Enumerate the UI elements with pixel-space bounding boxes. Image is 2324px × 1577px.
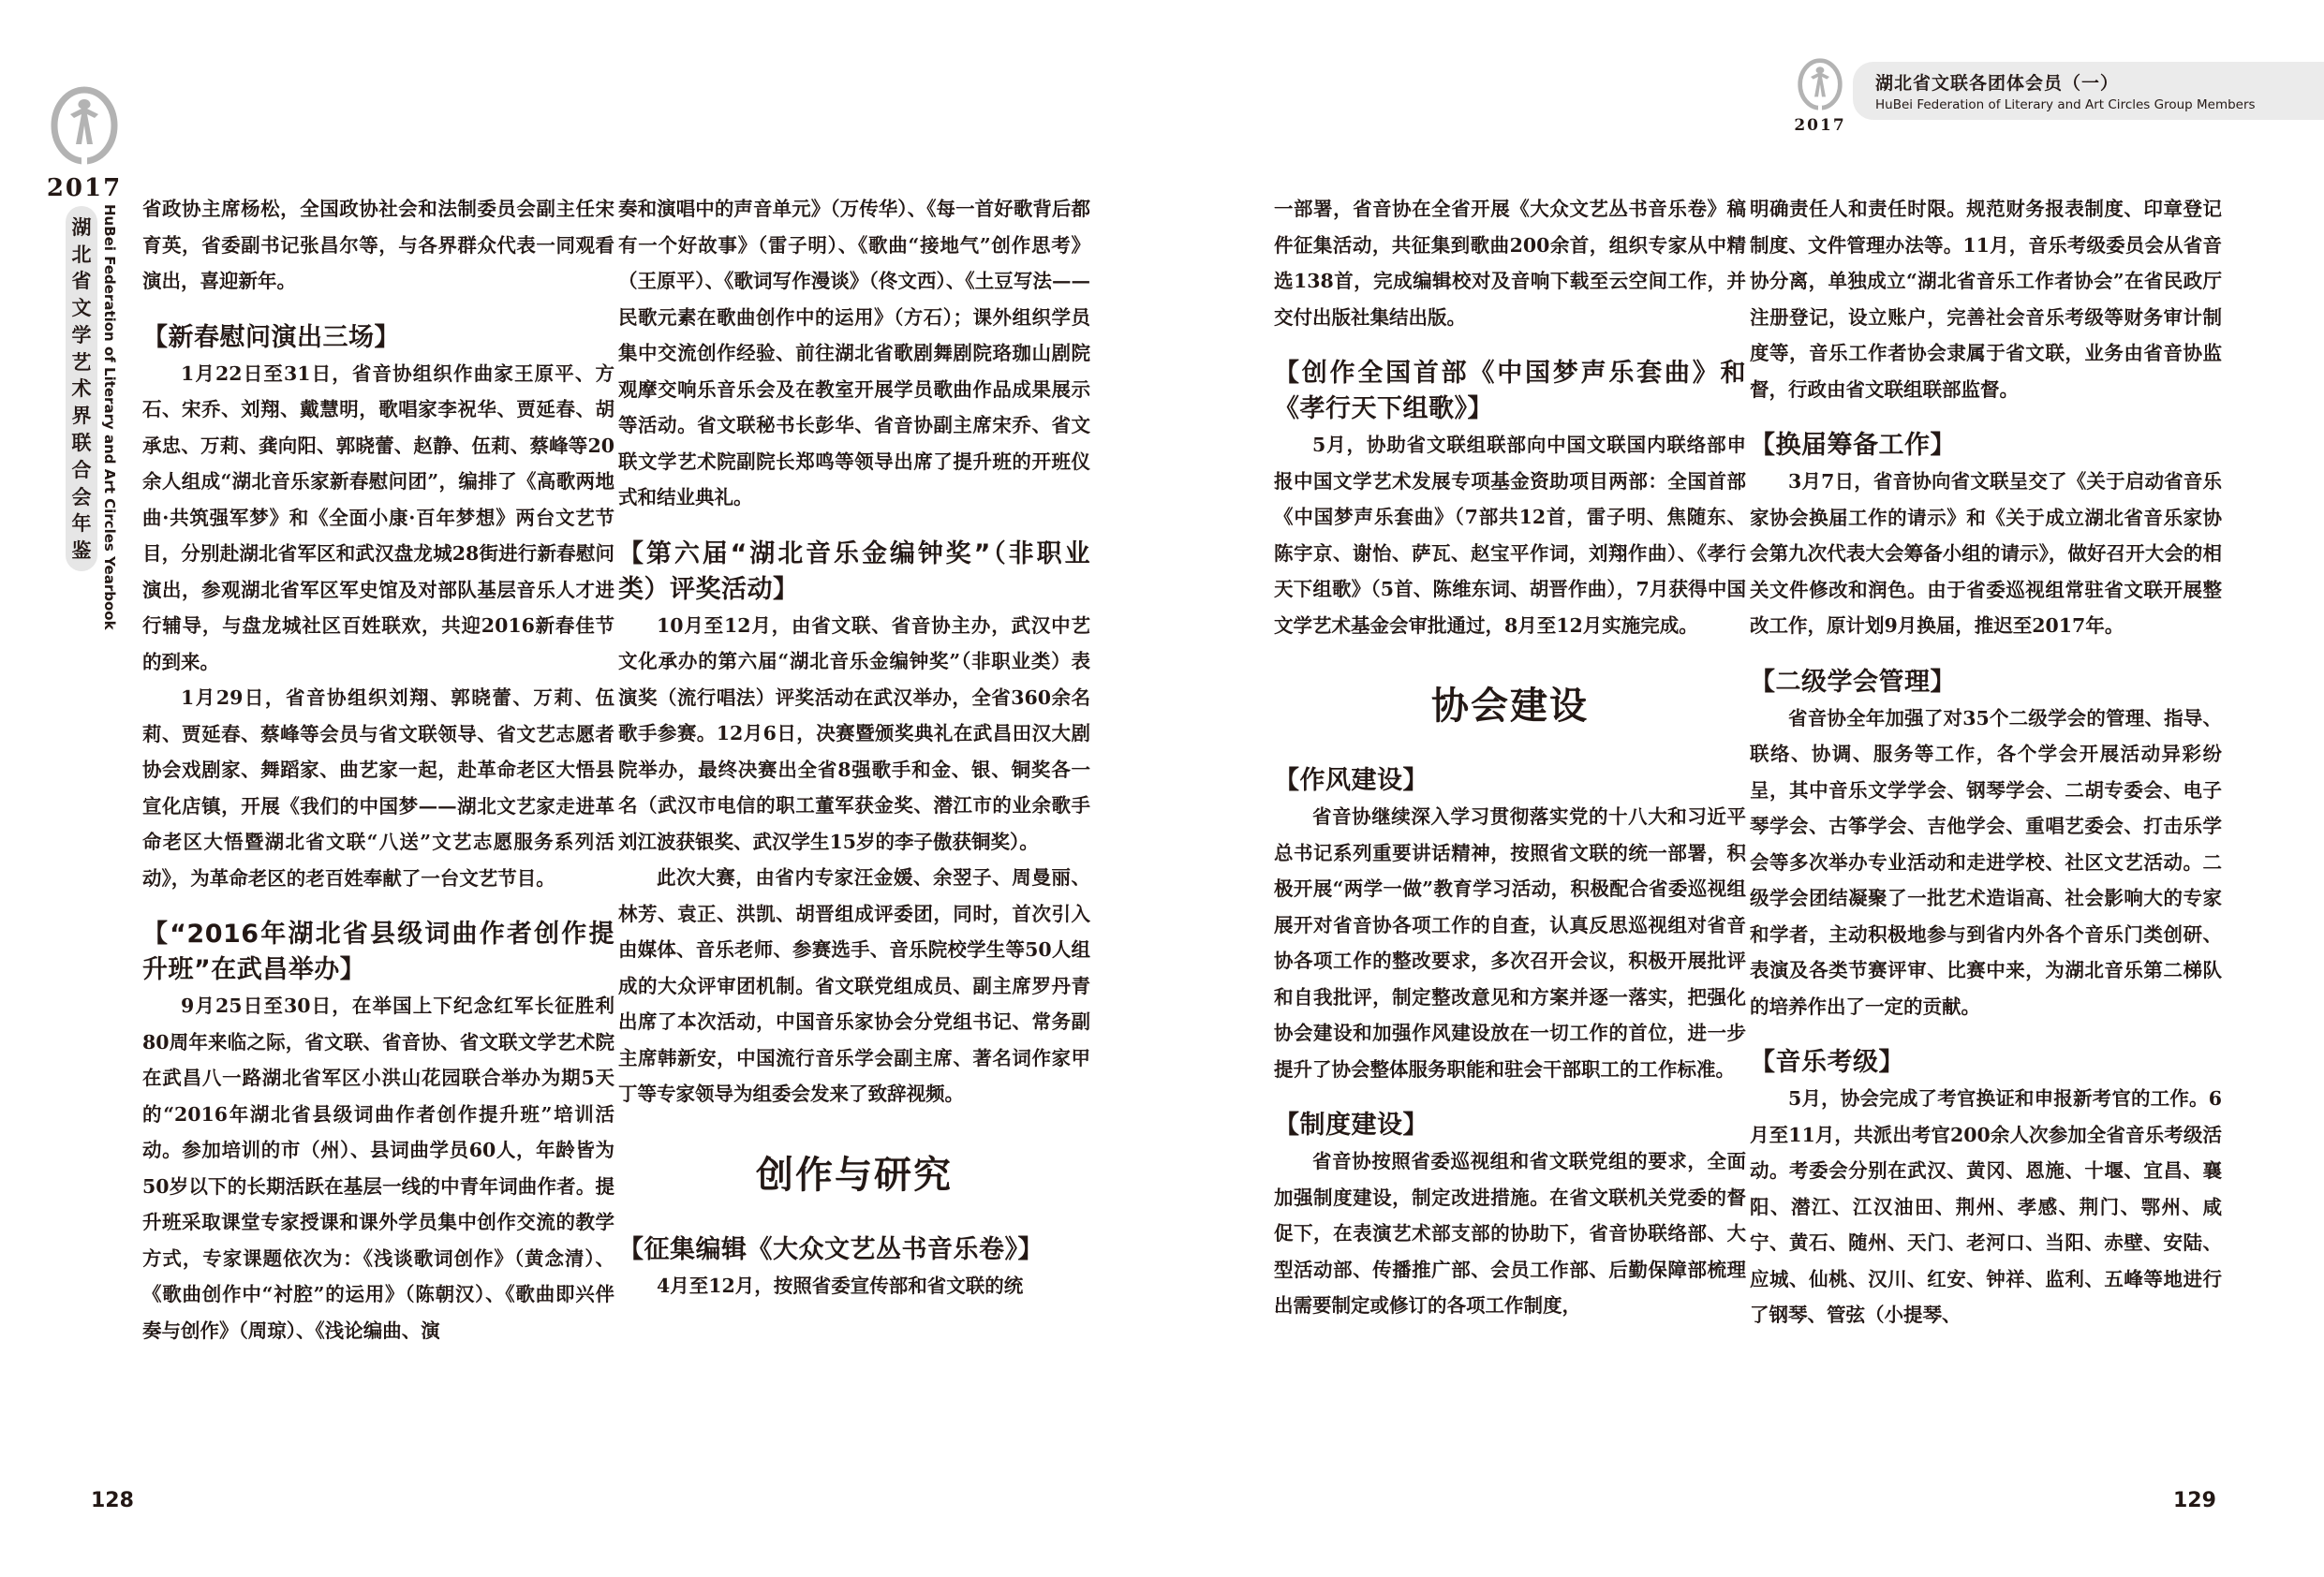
spine-char: 界 <box>71 404 92 428</box>
running-header <box>1853 62 2324 120</box>
paragraph: 明确责任人和责任时限。规范财务报表制度、印章登记制度、文件管理办法等。11月，音乐考级委员会从省音协分离，单独成立“湖北省音乐工作者协会”在省民政厅注册登记，设立账户，完善社会音乐考级等财务审计制度等，音乐工作者协会隶属于省文联，业务由省音协监督，行政由省文联组联部监督。 <box>1750 198 2222 401</box>
paragraph: 1月22日至31日，省音协组织作曲家王原平、方石、宋乔、刘翔、戴慧明，歌唱家李祝华、贾延春、胡承忠、万莉、龚向阳、郭晓蕾、赵静、伍莉、蔡峰等20余人组成“湖北音乐家新春慰问团”，编排了《高歌两地曲·共筑强军梦》和《全面小康·百年梦想》两台文艺节目，分别赴湖北省军区和武汉盘龙城28街进行新春慰问演出，参观湖北省军区军史馆及对部队基层音乐人才进行辅导，与盘龙城社区百姓联欢，共迎2016新春佳节的到来。 <box>142 361 614 673</box>
spine-char: 艺 <box>71 349 92 374</box>
paragraph: 4月至12月，按照省委宣传部和省文联的统 <box>657 1274 1024 1297</box>
paragraph: 省音协全年加强了对35个二级学会的管理、指导、联络、协调、服务等工作，各个学会开展活动异彩纷呈，其中音乐文学学会、钢琴学会、二胡专委会、电子琴学会、古筝学会、吉他学会、重唱艺委会、打击乐学会等多次举办专业活动和走进学校、社区文艺活动。二级学会团结凝聚了一批艺术造诣高、社会影响大的专家和学者，主动积极地参与到省内外各个音乐门类创研、表演及各类节赛评审、比赛中来，为湖北音乐第二梯队的培养作出了一定的贡献。 <box>1750 706 2222 1018</box>
paragraph: 省音协继续深入学习贯彻落实党的十八大和习近平总书记系列重要讲话精神，按照省文联的统一部署，积极开展“两学一做”教育学习活动，积极配合省委巡视组展开对省音协各项工作的自查，认真反思巡视组对省音协各项工作的整改要求，多次召开会议，积极开展批评和自我批评，制定整改意见和方案并逐一落实，把强化协会建设和加强作风建设放在一切工作的首位，进一步提升了协会整体服务职能和驻会干部职工的工作标准。 <box>1274 805 1746 1081</box>
paragraph: 此次大赛，由省内专家汪金媛、余翌子、周曼丽、林芳、袁正、洪凯、胡晋组成评委团，同时，首次引入由媒体、音乐老师、参赛选手、音乐院校学生等50人组成的大众评审团机制。省文联党组成员、副主席罗丹青出席了本次活动，中国音乐家协会分党组书记、常务副主席韩新安，中国流行音乐学会副主席、著名词作家甲丁等专家领导为组委会发来了致辞视频。 <box>618 866 1090 1105</box>
running-header-english: HuBei Federation of Literary and Art Circles Group Members <box>1875 97 2256 112</box>
section-title: 创作与研究 <box>756 1153 953 1197</box>
paragraph: 1月29日，省音协组织刘翔、郭晓蕾、万莉、伍莉、贾延春、蔡峰等会员与省文联领导、省文艺志愿者协会戏剧家、舞蹈家、曲艺家一起，赴革命老区大悟县宣化店镇，开展《我们的中国梦——湖北文艺家走进革命老区大悟暨湖北省文联“八送”文艺志愿服务系列活动》，为革命老区的老百姓奉献了一台文艺节目。 <box>142 686 614 890</box>
paragraph: 省音协按照省委巡视组和省文联党组的要求，全面加强制度建设，制定改进措施。在省文联机关党委的督促下，在表演艺术部支部的协助下，省音协联络部、大型活动部、传播推广部、会员工作部、后勤保障部梳理出需要制定或修订的各项工作制度， <box>1274 1150 1746 1317</box>
column-1 <box>142 191 614 1349</box>
spine-char: 省 <box>71 269 92 293</box>
subsection-heading: 【第六届“湖北音乐金编钟奖”（非职业类）评奖活动】 <box>618 538 1090 604</box>
logo-year: 2017 <box>46 174 123 202</box>
yearbook-title-vertical <box>66 206 97 571</box>
spine-char: 北 <box>71 242 92 266</box>
spine-char: 年 <box>71 511 92 536</box>
spine-char: 湖 <box>71 214 92 239</box>
spine-char: 鉴 <box>71 538 92 563</box>
federation-logo-icon <box>50 86 119 170</box>
running-header-chinese: 湖北省文联各团体会员（一） <box>1875 73 2120 94</box>
logo-year: 2017 <box>1794 116 1846 135</box>
subsection-heading: 【“2016年湖北省县级词曲作者创作提升班”在武昌举办】 <box>142 920 614 984</box>
subsection-heading: 【音乐考级】 <box>1750 1048 1904 1077</box>
spine-char: 学 <box>71 322 92 346</box>
section-title: 协会建设 <box>1431 685 1589 728</box>
spine-char: 文 <box>71 296 92 320</box>
paragraph: 省政协主席杨松，全国政协社会和法制委员会副主任宋育英，省委副书记张昌尔等，与各界群众代表一同观看演出，喜迎新年。 <box>142 198 614 292</box>
subsection-heading: 【二级学会管理】 <box>1750 667 1956 697</box>
paragraph: 5月，协助省文联组联部向中国文联国内联络部申报中国文学艺术发展专项基金资助项目两部：全国首部《中国梦声乐套曲》（7部共12首，雷子明、焦随东、陈宇京、谢怡、萨瓦、赵宝平作词，刘翔作曲）、《孝行天下组歌》（5首、陈维东词、胡晋作曲），7月获得中国文学艺术基金会审批通过，8月至12月实施完成。 <box>1274 434 1746 637</box>
page-number-left: 128 <box>91 1489 134 1512</box>
paragraph: 9月25日至30日，在举国上下纪念红军长征胜利80周年来临之际，省文联、省音协、省文联文学艺术院在武昌八一路湖北省军区小洪山花园联合举办为期5天的“2016年湖北省县级词曲作者创作提升班”培训活动。参加培训的市（州）、县词曲学员60人，年龄皆为50岁以下的长期活跃在基层一线的中青年词曲作者。提升班采取课堂专家授课和课外学员集中创作交流的教学方式，专家课题依次为：《浅谈歌词创作》（黄念清）、《歌曲创作中“衬腔”的运用》（陈朝汉）、《歌曲即兴伴奏与创作》（周琼）、《浅论编曲、演 <box>142 995 614 1342</box>
subsection-heading: 【换届筹备工作】 <box>1750 431 1956 460</box>
column-2 <box>618 191 1090 1304</box>
federation-logo-left <box>37 86 131 202</box>
subsection-heading: 【作风建设】 <box>1274 766 1428 795</box>
spine-char: 合 <box>71 457 92 481</box>
subsection-heading: 【新春慰问演出三场】 <box>142 322 400 352</box>
paragraph: 5月，协会完成了考官换证和申报新考官的工作。6月至11月，共派出考官200余人次参加全省音乐考级活动。考委会分别在武汉、黄冈、恩施、十堰、宜昌、襄阳、潜江、江汉油田、荆州、孝感、荆门、鄂州、咸宁、黄石、随州、天门、老河口、当阳、赤壁、安陆、应城、仙桃、汉川、红安、钟祥、监利、五峰等地进行了钢琴、管弦（小提琴、 <box>1750 1087 2222 1326</box>
federation-logo-icon <box>1797 58 1843 114</box>
paragraph: 10月至12月，由省文联、省音协主办，武汉中艺文化承办的第六届“湖北音乐金编钟奖”（非职业类）表演奖（流行唱法）评奖活动在武汉举办，全省360余名歌手参赛。12月6日，决赛暨颁奖典礼在武昌田汉大剧院举办，最终决赛出全省8强歌手和金、银、铜奖各一名（武汉市电信的职工董军获金奖、潜江市的业余歌手刘江波获银奖、武汉学生15岁的李子傲获铜奖）。 <box>618 613 1090 853</box>
column-3 <box>1274 191 1746 1324</box>
paragraph: 3月7日，省音协向省文联呈交了《关于启动省音乐家协会换届工作的请示》和《关于成立湖北省音乐家协会第九次代表大会筹备小组的请示》，做好召开大会的相关文件修改和润色。由于省委巡视组常驻省文联开展整改工作，原计划9月换届，推迟至2017年。 <box>1750 470 2222 637</box>
page-number-right: 129 <box>2173 1489 2216 1512</box>
spine-char: 联 <box>71 431 92 454</box>
paragraph: 一部署，省音协在全省开展《大众文艺丛书音乐卷》稿件征集活动，共征集到歌曲200余首，组织专家从中精选138首，完成编辑校对及音响下载至云空间工作，并交付出版社集结出版。 <box>1274 198 1746 329</box>
spine-char: 会 <box>71 484 92 508</box>
subsection-heading: 【征集编辑《大众文艺丛书音乐卷》】 <box>618 1234 1044 1264</box>
subsection-heading: 【制度建设】 <box>1274 1111 1428 1140</box>
subsection-heading: 【创作全国首部《中国梦声乐套曲》和《孝行天下组歌》】 <box>1274 359 1746 423</box>
yearbook-title-english-vertical: HuBei Federation of Literary and Art Circles Yearbook <box>101 204 118 630</box>
federation-logo-right <box>1787 58 1853 135</box>
spine-char: 术 <box>71 376 92 401</box>
paragraph: 奏和演唱中的声音单元》（万传华）、《每一首好歌背后都有一个好故事》（雷子明）、《歌曲“接地气”创作思考》（王原平）、《歌词写作漫谈》（佟文西）、《土豆写法——民歌元素在歌曲创作中的运用》（方石）；课外组织学员集中交流创作经验、前往湖北省歌剧舞剧院珞珈山剧院观摩交响乐音乐会及在教室开展学员歌曲作品成果展示等活动。省文联秘书长彭华、省音协副主席宋乔、省文联文学艺术院副院长郑鸣等领导出席了提升班的开班仪式和结业典礼。 <box>618 198 1090 508</box>
column-4 <box>1750 191 2222 1334</box>
